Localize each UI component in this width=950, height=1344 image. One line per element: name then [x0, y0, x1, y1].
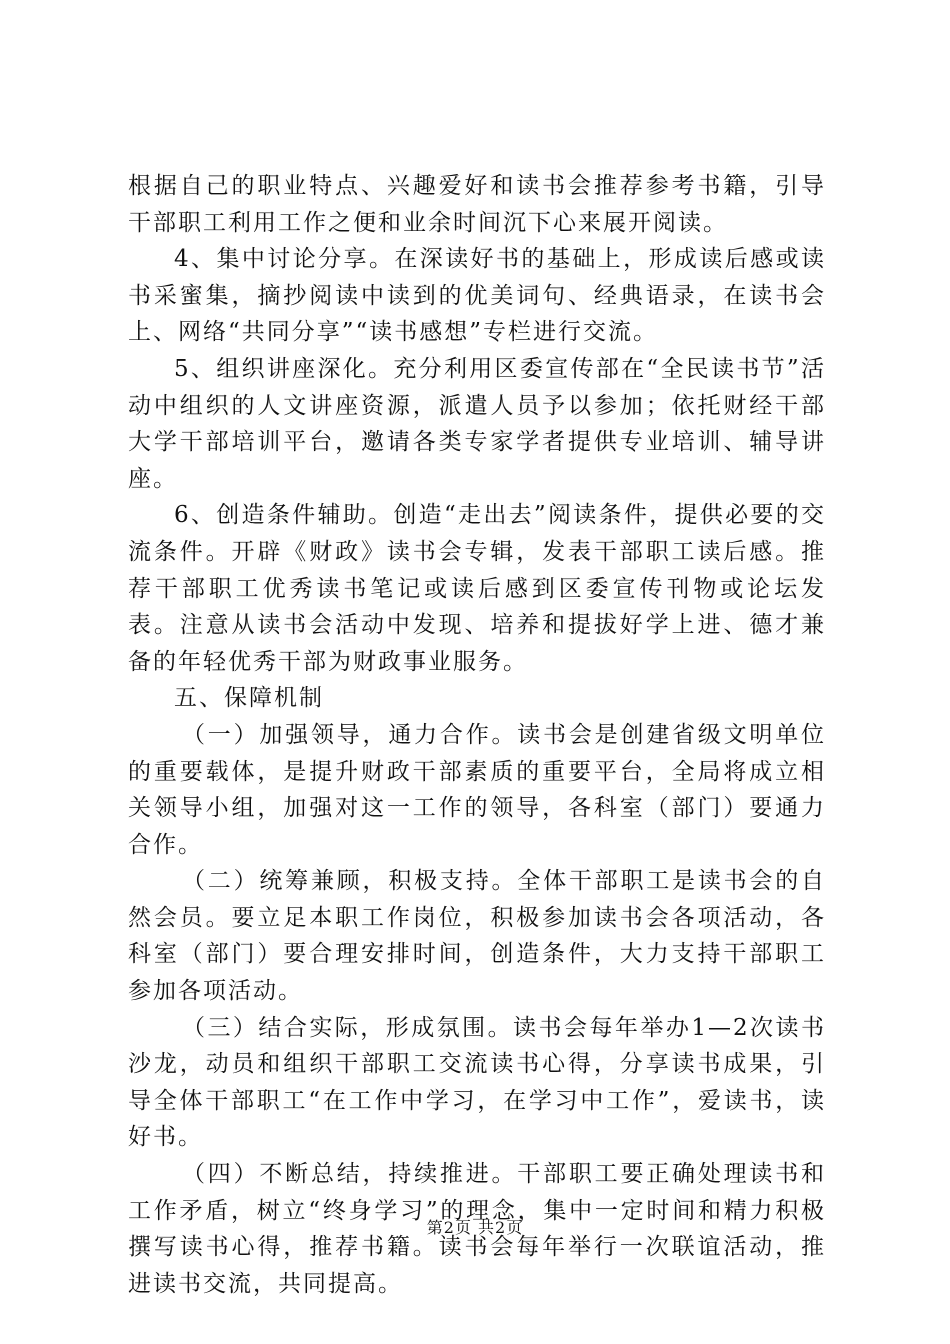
paragraph-item-6: 6、创造条件辅助。创造“走出去”阅读条件，提供必要的交流条件。开辟《财政》读书会专辑，发表干部职工读后感。推荐干部职工优秀读书笔记或读后感到区委宣传刊物或论坛发表。注意从读书会活动中发现、培养和提拔好学上进、德才兼备的年轻优秀干部为财政事业服务。	[128, 502, 826, 675]
paragraph-guarantee-2: （二）统筹兼顾，积极支持。全体干部职工是读书会的自然会员。要立足本职工作岗位，积极参加读书会各项活动，各科室（部门）要合理安排时间，创造条件，大力支持干部职工参加各项活动。	[128, 868, 826, 1005]
section-heading-guarantee: 五、保障机制	[174, 685, 324, 712]
document-body	[128, 168, 826, 1302]
paragraph-guarantee-4: （四）不断总结，持续推进。干部职工要正确处理读书和工作矛盾，树立“终身学习”的理念，集中一定时间和精力积极撰写读书心得，推荐书籍。读书会每年举行一次联谊活动，推进读书交流，共同提高。	[128, 1161, 826, 1297]
page-number-footer: 第2页 共2页	[426, 1218, 524, 1237]
paragraph-guarantee-3: （三）结合实际，形成氛围。读书会每年举办1—2次读书沙龙，动员和组织干部职工交流读书心得，分享读书成果，引导全体干部职工“在工作中学习，在学习中工作”，爱读书，读好书。	[128, 1014, 826, 1151]
paragraph-reading-guidance: 根据自己的职业特点、兴趣爱好和读书会推荐参考书籍，引导干部职工利用工作之便和业余时间沉下心来展开阅读。	[128, 173, 826, 236]
paragraph-item-4: 4、集中讨论分享。在深读好书的基础上，形成读后感或读书采蜜集，摘抄阅读中读到的优美词句、经典语录，在读书会上、网络“共同分享”“读书感想”专栏进行交流。	[128, 246, 826, 346]
paragraph-guarantee-1: （一）加强领导，通力合作。读书会是创建省级文明单位的重要载体，是提升财政干部素质的重要平台，全局将成立相关领导小组，加强对这一工作的领导，各科室（部门）要通力合作。	[128, 721, 826, 858]
paragraph-item-5: 5、组织讲座深化。充分利用区委宣传部在“全民读书节”活动中组织的人文讲座资源，派遣人员予以参加；依托财经干部大学干部培训平台，邀请各类专家学者提供专业培训、辅导讲座。	[128, 355, 826, 492]
